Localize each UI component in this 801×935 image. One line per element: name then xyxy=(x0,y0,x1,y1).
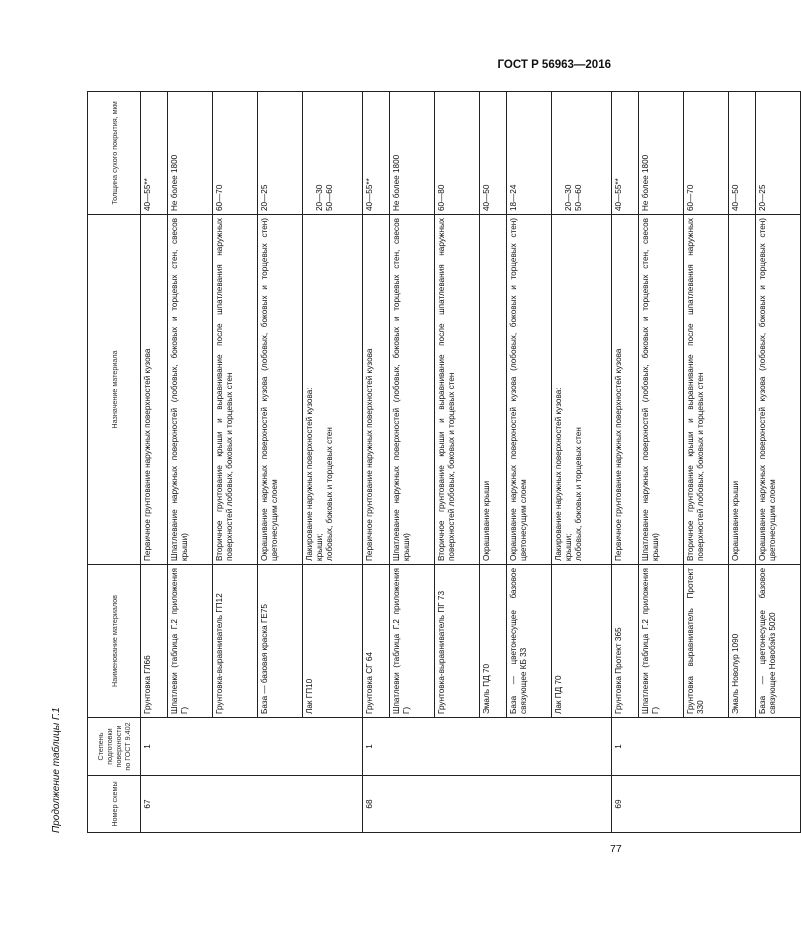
material-cell: Грунтовка Протект 365 xyxy=(612,565,639,718)
material-cell: Шпатлевки (таблица Г.2 приложения Г) xyxy=(390,565,435,718)
material-cell: Эмаль Новолур 1090 xyxy=(729,565,756,718)
thickness-cell: Не более 1800 xyxy=(639,92,684,215)
scheme-number-cell: 69 xyxy=(612,776,801,833)
purpose-cell: Первичное грунтование наружных поверхностей кузова xyxy=(612,215,639,565)
materials-table xyxy=(87,91,801,833)
material-cell: Лак ПД 70 xyxy=(552,565,612,718)
surface-prep-cell: 1 xyxy=(141,718,363,776)
thickness-cell: 20—30 50—60 xyxy=(552,92,612,215)
col-header-thickness: Толщина сухого покрытия, мкм xyxy=(88,92,141,215)
scheme-number-cell: 67 xyxy=(141,776,363,833)
material-cell: База — цветонесущее базовое связующее Новобэйз 5020 xyxy=(756,565,801,718)
rotated-table-block xyxy=(50,92,777,833)
table-row xyxy=(141,92,168,833)
purpose-cell: Окрашивание наружных поверхностей кузова (лобовых, боковых и торцевых стен) цветонесущим слоем xyxy=(258,215,303,565)
material-cell: Грунтовка-выравниватель ПГ 73 xyxy=(435,565,480,718)
purpose-cell: Шпатлевание наружных поверхностей (лобовых, боковых и торцевых стен, свесов крыши) xyxy=(390,215,435,565)
thickness-cell: 60—80 xyxy=(435,92,480,215)
purpose-cell: Окрашивание крыши xyxy=(480,215,507,565)
purpose-cell: Лакирование наружных поверхностей кузова: крыши; лобовых, боковых и торцевых стен xyxy=(303,215,363,565)
col-header-purpose: Назначение материала xyxy=(88,215,141,565)
table-header-row xyxy=(88,92,141,833)
document-code: ГОСТ Р 56963—2016 xyxy=(497,59,611,71)
thickness-cell: 40—55** xyxy=(612,92,639,215)
material-cell: Грунтовка выравниватель Протект 330 xyxy=(684,565,729,718)
thickness-cell: 40—50 xyxy=(729,92,756,215)
surface-prep-cell: 1 xyxy=(363,718,612,776)
scheme-number-cell: 68 xyxy=(363,776,612,833)
table-caption: Продолжение таблицы Г.1 xyxy=(51,707,62,833)
material-cell: Грунтовка-выравниватель ГП12 xyxy=(213,565,258,718)
thickness-cell: 40—55** xyxy=(363,92,390,215)
material-cell: Шпатлевки (таблица Г.2 приложения Г) xyxy=(639,565,684,718)
purpose-cell: Лакирование наружных поверхностей кузова: крыши; лобовых, боковых и торцевых стен xyxy=(552,215,612,565)
col-header-material: Наименование материалов xyxy=(88,565,141,718)
material-cell: Грунтовка ГЛ66 xyxy=(141,565,168,718)
material-cell: База — цветонесущее базовое связующее КБ 33 xyxy=(507,565,552,718)
surface-prep-cell: 1 xyxy=(612,718,801,776)
table-row xyxy=(363,92,390,833)
thickness-cell: 20—30 50—60 xyxy=(303,92,363,215)
purpose-cell: Вторичное грунтование крыши и выравнивание после шпатлевания наружных поверхностей лобовых, боковых и торцевых стен xyxy=(435,215,480,565)
material-cell: Эмаль ПД 70 xyxy=(480,565,507,718)
material-cell: Лак ГП10 xyxy=(303,565,363,718)
material-cell: База — базовая краска ГЕ75 xyxy=(258,565,303,718)
thickness-cell: 40—55** xyxy=(141,92,168,215)
thickness-cell: Не более 1800 xyxy=(390,92,435,215)
purpose-cell: Окрашивание крыши xyxy=(729,215,756,565)
col-header-scheme: Номер схемы xyxy=(88,776,141,833)
purpose-cell: Окрашивание наружных поверхностей кузова (лобовых, боковых и торцевых стен) цветонесущим слоем xyxy=(507,215,552,565)
thickness-cell: 20—25 xyxy=(756,92,801,215)
table-row xyxy=(612,92,639,833)
thickness-cell: 40—50 xyxy=(480,92,507,215)
thickness-cell: Не более 1800 xyxy=(168,92,213,215)
purpose-cell: Шпатлевание наружных поверхностей (лобовых, боковых и торцевых стен, свесов крыши) xyxy=(639,215,684,565)
material-cell: Шпатлевки (таблица Г.2 приложения Г) xyxy=(168,565,213,718)
purpose-cell: Вторичное грунтование крыши и выравнивание после шпатлевания наружных поверхностей лобовых, боковых и торцевых стен xyxy=(213,215,258,565)
table-body xyxy=(141,92,801,833)
purpose-cell: Шпатлевание наружных поверхностей (лобовых, боковых и торцевых стен, свесов крыши) xyxy=(168,215,213,565)
material-cell: Грунтовка СГ 64 xyxy=(363,565,390,718)
thickness-cell: 60—70 xyxy=(684,92,729,215)
page-number: 77 xyxy=(610,843,622,855)
thickness-cell: 18—24 xyxy=(507,92,552,215)
purpose-cell: Первичное грунтование наружных поверхностей кузова xyxy=(363,215,390,565)
thickness-cell: 60—70 xyxy=(213,92,258,215)
purpose-cell: Вторичное грунтование крыши и выравнивание после шпатлевания наружных поверхностей лобовых, боковых и торцевых стен xyxy=(684,215,729,565)
thickness-cell: 20—25 xyxy=(258,92,303,215)
purpose-cell: Окрашивание наружных поверхностей кузова (лобовых, боковых и торцевых стен) цветонесущим слоем xyxy=(756,215,801,565)
col-header-prep: Степень подготовки поверхности по ГОСТ 9.402 xyxy=(88,718,141,776)
purpose-cell: Первичное грунтование наружных поверхностей кузова xyxy=(141,215,168,565)
